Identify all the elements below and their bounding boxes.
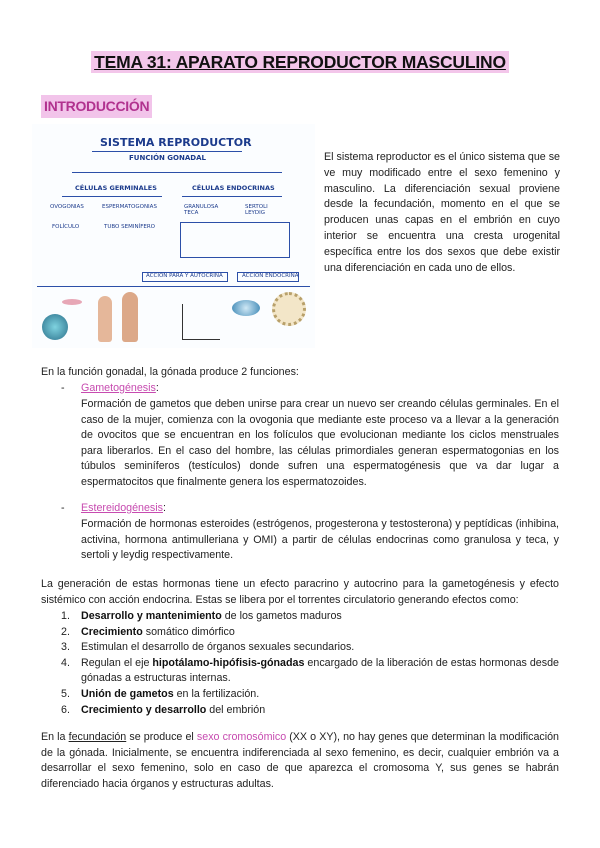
list-dash: - [61,382,65,394]
gonadal-function-lead: En la función gonadal, la gónada produce 2 funciones: [41,366,299,378]
embryo-illustration [272,292,306,326]
function-name: Gametogénesis [81,382,156,394]
reproductive-system-diagram [32,124,315,348]
diagram-endocrina: ACCIÓN ENDOCRINA [242,273,299,279]
chart-illustration [182,304,220,340]
list-item: 3. Estimulan el desarrollo de órganos sexuales secundarios. [61,641,355,654]
list-dash: - [61,502,65,514]
term-sexo-cromosomico: sexo cromosómico [196,731,287,743]
effects-list [61,609,559,718]
diagram-divider [37,286,310,287]
diagram-tubo: TUBO SEMINÍFERO [104,224,155,230]
female-figure [98,296,112,342]
term-fecundacion: fecundación [68,731,127,743]
list-item: 6. Crecimiento y desarrollo del embrión [61,703,266,716]
list-item: 2. Crecimiento somático dimórfico [61,625,235,638]
list-item: 4. Regulan el eje hipotálamo-hipófisis-gónadas encargado de la liberación de estas hormonas desde gónadas a estructuras internas. [61,656,559,685]
sperm-illustration [62,299,82,305]
diagram-divider [182,196,282,197]
diagram-ovogonias: OVOGONIAS [50,204,84,210]
diagram-foliculo: FOLÍCULO [52,224,80,230]
egg-illustration [232,300,260,316]
diagram-box [180,222,290,258]
diagram-title: SISTEMA REPRODUCTOR [100,136,252,149]
diagram-right-branch: CÉLULAS ENDOCRINAS [192,184,275,192]
function-item-gametogenesis [61,381,159,397]
diagram-divider [92,151,242,152]
list-item: 5. Unión de gametos en la fertilización. [61,687,260,700]
fecundation-paragraph: En la fecundación se produce el sexo cromosómico (XX o XY), no hay genes que determinan la modificación de la gónada. Inicialmente, se encuentra indiferenciada al sexo femenino, es decir, cualquier embrión va a desarrollar el sexo femenino, solo en caso de que aparezca el cromosoma Y, sus genes se habrán diferenciado hacia órganos y estructuras adultas. [41,731,559,790]
diagram-divider [72,172,282,173]
function-description: Formación de hormonas esteroides (estrógenos, progesterona y testosterona) y peptídicas (inhibina, activina, hormona antimulleriana y OMI) a partir de células endocrinas como granulosa y teca, y sertoli y leydig respectivamente. [81,518,559,562]
function-description: Formación de gametos que deben unirse para crear un nuevo ser creando células germinales. En el caso de la mujer, comienza con la ovogonia que mediante este proceso va a llevar a la generación de ovocitos que se encuentran en los folículos que evolucionan mediante los ciclos menstruales para liberarlos. En el caso del hombre, las células primordiales generan espermatogonias en los túbulos seminíferos (testículos) donde sufren una espermatogénesis que va dar lugar a espermatocitos que finalmente genera los espermatozoides. [81,398,559,488]
section-heading: INTRODUCCIÓN [41,95,152,118]
colon: : [155,382,159,394]
diagram-granulosa: GRANULOSA TECA [184,204,219,216]
diagram-subtitle: FUNCIÓN GONADAL [129,154,206,162]
page-title-text: TEMA 31: APARATO REPRODUCTOR MASCULINO [91,51,509,73]
diagram-accion: ACCIÓN PARA Y AUTOCRINA [146,273,223,279]
function-name: Estereidogénesis [81,502,163,514]
diagram-espermatogonias: ESPERMATOGONIAS [102,204,157,210]
diagram-sertoli: SERTOLI LEYDIG [245,204,268,216]
male-figure [122,292,138,342]
colon: : [163,502,166,514]
diagram-divider [62,196,162,197]
function-item-estereidogenesis [61,501,166,517]
cell-illustration [42,314,68,340]
diagram-left-branch: CÉLULAS GERMINALES [75,184,157,192]
page-title [0,52,600,73]
list-item: 1. Desarrollo y mantenimiento de los gametos maduros [61,610,342,622]
hormones-intro: La generación de estas hormonas tiene un efecto paracrino y autocrino para la gametogénesis y efecto sistémico con acción endocrina. Estas se libera por el torrentes circulatorio generando efectos como: [41,578,559,606]
intro-paragraph: El sistema reproductor es el único sistema que se ve muy modificado entre el sexo femenino y masculino. La diferenciación sexual proviene desde la fecundación, momento en el que se producen unas capas en el embrión en cuyo interior se encuentra una cresta urogenital específica entre los dos sexos que debe existir una diferenciación en cada uno de ellos. [324,151,560,274]
